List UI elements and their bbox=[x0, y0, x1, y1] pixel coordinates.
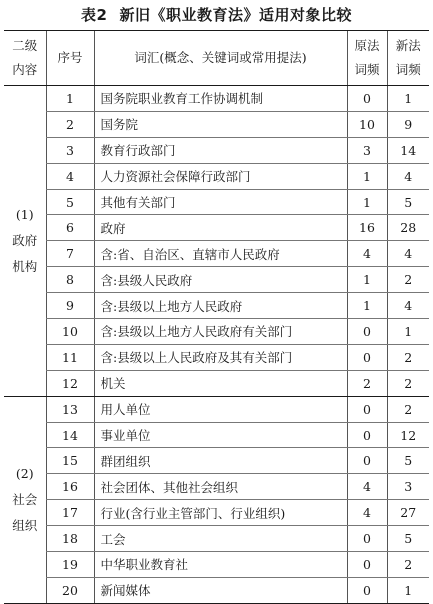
term-cell: 机关 bbox=[94, 370, 347, 396]
old-freq-cell: 0 bbox=[347, 422, 387, 448]
table-row bbox=[4, 319, 429, 345]
category-cell bbox=[4, 86, 46, 397]
seq-cell: 12 bbox=[46, 370, 94, 396]
category-label-line: 机构 bbox=[12, 258, 38, 274]
old-freq-cell: 0 bbox=[347, 448, 387, 474]
old-freq-cell: 4 bbox=[347, 474, 387, 500]
table-row bbox=[4, 577, 429, 603]
old-freq-cell: 0 bbox=[347, 526, 387, 552]
category-label-line: 社会 bbox=[12, 491, 38, 507]
old-freq-cell: 1 bbox=[347, 189, 387, 215]
term-cell: 事业单位 bbox=[94, 422, 347, 448]
term-cell: 国务院职业教育工作协调机制 bbox=[94, 86, 347, 112]
table-row bbox=[4, 370, 429, 396]
seq-cell: 4 bbox=[46, 163, 94, 189]
seq-cell: 14 bbox=[46, 422, 94, 448]
old-freq-cell: 0 bbox=[347, 552, 387, 578]
category-label-line: 组织 bbox=[12, 517, 38, 533]
seq-cell: 3 bbox=[46, 137, 94, 163]
seq-cell: 20 bbox=[46, 577, 94, 603]
table-row bbox=[4, 552, 429, 578]
new-freq-cell: 5 bbox=[387, 526, 429, 552]
category-label-line: 政府 bbox=[12, 232, 38, 248]
seq-cell: 6 bbox=[46, 215, 94, 241]
table-title bbox=[0, 4, 433, 26]
table-row bbox=[4, 526, 429, 552]
table-row bbox=[4, 137, 429, 163]
category-label-line: (2) bbox=[15, 465, 34, 481]
new-freq-cell: 27 bbox=[387, 500, 429, 526]
table-row bbox=[4, 474, 429, 500]
header-category: 二级 内容 bbox=[4, 31, 46, 86]
table-number: 表2 bbox=[81, 6, 108, 24]
new-freq-cell: 4 bbox=[387, 241, 429, 267]
new-freq-cell: 2 bbox=[387, 267, 429, 293]
old-freq-cell: 0 bbox=[347, 319, 387, 345]
term-cell: 国务院 bbox=[94, 111, 347, 137]
header-new-freq: 新法 词频 bbox=[387, 31, 429, 86]
term-cell: 政府 bbox=[94, 215, 347, 241]
seq-cell: 16 bbox=[46, 474, 94, 500]
new-freq-cell: 2 bbox=[387, 344, 429, 370]
new-freq-cell: 3 bbox=[387, 474, 429, 500]
term-cell: 含:省、自治区、直辖市人民政府 bbox=[94, 241, 347, 267]
term-cell: 社会团体、其他社会组织 bbox=[94, 474, 347, 500]
new-freq-cell: 5 bbox=[387, 189, 429, 215]
table-row bbox=[4, 344, 429, 370]
table-header bbox=[4, 31, 429, 86]
header-old-freq: 原法 词频 bbox=[347, 31, 387, 86]
header-seq: 序号 bbox=[46, 31, 94, 86]
table-row bbox=[4, 448, 429, 474]
term-cell: 人力资源社会保障行政部门 bbox=[94, 163, 347, 189]
old-freq-cell: 0 bbox=[347, 86, 387, 112]
term-cell: 群团组织 bbox=[94, 448, 347, 474]
header-term: 词汇(概念、关键词或常用提法) bbox=[94, 31, 347, 86]
new-freq-cell: 1 bbox=[387, 319, 429, 345]
new-freq-cell: 28 bbox=[387, 215, 429, 241]
table-caption: 新旧《职业教育法》适用对象比较 bbox=[119, 6, 352, 24]
seq-cell: 18 bbox=[46, 526, 94, 552]
old-freq-cell: 0 bbox=[347, 344, 387, 370]
old-freq-cell: 10 bbox=[347, 111, 387, 137]
old-freq-cell: 1 bbox=[347, 163, 387, 189]
new-freq-cell: 1 bbox=[387, 577, 429, 603]
new-freq-cell: 2 bbox=[387, 396, 429, 422]
seq-cell: 15 bbox=[46, 448, 94, 474]
new-freq-cell: 4 bbox=[387, 163, 429, 189]
category-cell bbox=[4, 396, 46, 603]
new-freq-cell: 2 bbox=[387, 370, 429, 396]
table-row bbox=[4, 111, 429, 137]
new-freq-cell: 14 bbox=[387, 137, 429, 163]
new-freq-cell: 12 bbox=[387, 422, 429, 448]
table-body bbox=[4, 86, 429, 604]
new-freq-cell: 9 bbox=[387, 111, 429, 137]
new-freq-cell: 5 bbox=[387, 448, 429, 474]
old-freq-cell: 1 bbox=[347, 293, 387, 319]
old-freq-cell: 0 bbox=[347, 577, 387, 603]
table-row bbox=[4, 163, 429, 189]
term-cell: 其他有关部门 bbox=[94, 189, 347, 215]
comparison-table bbox=[4, 30, 429, 604]
table-row bbox=[4, 86, 429, 112]
term-cell: 含:县级以上人民政府及其有关部门 bbox=[94, 344, 347, 370]
old-freq-cell: 0 bbox=[347, 396, 387, 422]
seq-cell: 7 bbox=[46, 241, 94, 267]
term-cell: 含:县级以上地方人民政府有关部门 bbox=[94, 319, 347, 345]
seq-cell: 11 bbox=[46, 344, 94, 370]
table-row bbox=[4, 241, 429, 267]
seq-cell: 5 bbox=[46, 189, 94, 215]
old-freq-cell: 3 bbox=[347, 137, 387, 163]
new-freq-cell: 4 bbox=[387, 293, 429, 319]
term-cell: 含:县级以上地方人民政府 bbox=[94, 293, 347, 319]
table-row bbox=[4, 500, 429, 526]
term-cell: 用人单位 bbox=[94, 396, 347, 422]
seq-cell: 1 bbox=[46, 86, 94, 112]
seq-cell: 10 bbox=[46, 319, 94, 345]
category-label-line: (1) bbox=[15, 206, 34, 222]
table-row bbox=[4, 215, 429, 241]
new-freq-cell: 1 bbox=[387, 86, 429, 112]
seq-cell: 9 bbox=[46, 293, 94, 319]
table-row bbox=[4, 422, 429, 448]
old-freq-cell: 1 bbox=[347, 267, 387, 293]
old-freq-cell: 16 bbox=[347, 215, 387, 241]
seq-cell: 13 bbox=[46, 396, 94, 422]
term-cell: 新闻媒体 bbox=[94, 577, 347, 603]
old-freq-cell: 4 bbox=[347, 500, 387, 526]
term-cell: 教育行政部门 bbox=[94, 137, 347, 163]
seq-cell: 8 bbox=[46, 267, 94, 293]
term-cell: 含:县级人民政府 bbox=[94, 267, 347, 293]
table-row bbox=[4, 189, 429, 215]
table-row bbox=[4, 267, 429, 293]
new-freq-cell: 2 bbox=[387, 552, 429, 578]
old-freq-cell: 4 bbox=[347, 241, 387, 267]
table-row bbox=[4, 293, 429, 319]
term-cell: 工会 bbox=[94, 526, 347, 552]
term-cell: 中华职业教育社 bbox=[94, 552, 347, 578]
seq-cell: 2 bbox=[46, 111, 94, 137]
seq-cell: 19 bbox=[46, 552, 94, 578]
seq-cell: 17 bbox=[46, 500, 94, 526]
term-cell: 行业(含行业主管部门、行业组织) bbox=[94, 500, 347, 526]
old-freq-cell: 2 bbox=[347, 370, 387, 396]
table-row bbox=[4, 396, 429, 422]
